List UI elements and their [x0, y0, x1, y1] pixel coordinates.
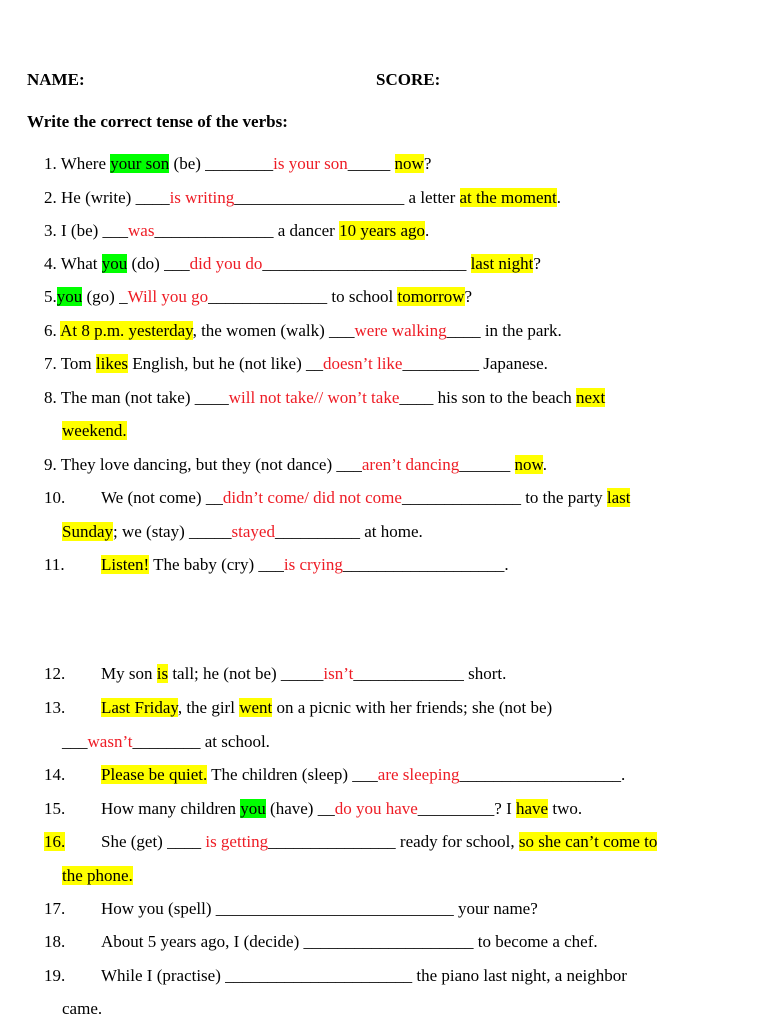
answer-text: do you have	[334, 799, 418, 818]
exercise-text: ?	[464, 287, 473, 306]
exercise-text: on a picnic with her friends; she (not be)	[272, 698, 553, 717]
exercise-line	[44, 387, 605, 409]
exercise-text: ______________ to school	[208, 287, 398, 306]
exercise-text: How you (spell) ____________________________ your name?	[101, 899, 538, 918]
exercise-line	[44, 697, 65, 719]
exercise-line	[44, 554, 65, 576]
highlighted-text: the phone.	[62, 866, 133, 885]
exercise-line	[44, 353, 548, 375]
answer-text: is crying	[283, 555, 343, 574]
exercise-text: , the women (walk) ___	[192, 321, 355, 340]
exercise-line	[62, 731, 270, 753]
exercise-text: ___	[62, 732, 88, 751]
answer-text: were walking	[354, 321, 447, 340]
exercise-line	[44, 320, 562, 342]
exercise-text: (have) __	[265, 799, 335, 818]
exercise-text: came.	[62, 999, 103, 1018]
exercise-line	[101, 697, 552, 719]
exercise-text: She (get) ____	[101, 832, 206, 851]
exercise-line	[101, 663, 506, 685]
instructions-heading: Write the correct tense of the verbs:	[27, 112, 288, 131]
exercise-text: 10.	[44, 488, 66, 507]
exercise-text: _________ Japanese.	[402, 354, 548, 373]
exercise-text: ______	[459, 455, 515, 474]
exercise-line	[62, 420, 127, 442]
exercise-line	[101, 554, 509, 576]
exercise-line	[44, 831, 65, 853]
exercise-text: ___________________.	[459, 765, 626, 784]
exercise-text: 14.	[44, 765, 66, 784]
highlighted-text: Listen!	[101, 555, 150, 574]
highlighted-text: 10 years ago	[339, 221, 425, 240]
answer-text: is your son	[273, 154, 348, 173]
exercise-text: (go) _	[82, 287, 128, 306]
exercise-text: (do) ___	[127, 254, 190, 273]
highlighted-text: at the moment	[459, 188, 557, 207]
exercise-text: 18.	[44, 932, 66, 951]
exercise-line	[101, 487, 630, 509]
exercise-text: The baby (cry) ___	[149, 555, 284, 574]
answer-text: is writing	[169, 188, 235, 207]
highlighted-text: last	[606, 488, 631, 507]
exercise-text: 12.	[44, 664, 66, 683]
highlighted-text: you	[101, 254, 128, 273]
exercise-text: English, but he (not like) __	[127, 354, 323, 373]
exercise-text: ______________ a dancer	[154, 221, 340, 240]
exercise-text: 13.	[44, 698, 66, 717]
exercise-text: My son	[101, 664, 157, 683]
answer-text: doesn’t like	[323, 354, 403, 373]
exercise-line	[44, 153, 431, 175]
answer-text: Will you go	[127, 287, 209, 306]
answer-text: aren’t dancing	[361, 455, 460, 474]
answer-text: stayed	[231, 522, 275, 541]
exercise-text: ?	[533, 254, 541, 273]
highlighted-text: went	[239, 698, 273, 717]
answer-text: didn’t come/ did not come	[222, 488, 402, 507]
exercise-line	[44, 798, 65, 820]
exercise-text: , the girl	[177, 698, 240, 717]
exercise-line	[101, 764, 625, 786]
name-label: NAME:	[27, 70, 85, 89]
exercise-text: 19.	[44, 966, 66, 985]
highlighted-text: tomorrow	[397, 287, 465, 306]
highlighted-text: your son	[110, 154, 170, 173]
highlighted-text: is	[156, 664, 169, 683]
exercise-line	[44, 220, 429, 242]
answer-text: is getting	[205, 832, 269, 851]
exercise-text: _______________ ready for school,	[268, 832, 519, 851]
exercise-line	[62, 998, 102, 1020]
exercise-line	[101, 798, 582, 820]
exercise-text: 6.	[44, 321, 61, 340]
exercise-text: 17.	[44, 899, 66, 918]
exercise-line	[62, 521, 423, 543]
highlighted-text: next	[575, 388, 606, 407]
exercise-text: While I (practise) ______________________ the piano last night, a neighbor	[101, 966, 627, 985]
exercise-text: 15.	[44, 799, 66, 818]
exercise-text: 11.	[44, 555, 65, 574]
exercise-text: 9. They love dancing, but they (not dance) ___	[44, 455, 362, 474]
exercise-text: __________ at home.	[274, 522, 423, 541]
exercise-line	[101, 831, 657, 853]
exercise-line	[44, 187, 561, 209]
exercise-text: 5.	[44, 287, 57, 306]
exercise-line	[44, 454, 547, 476]
exercise-text: (be) ________	[169, 154, 274, 173]
highlighted-text: now	[514, 455, 543, 474]
exercise-text: 8. The man (not take) ____	[44, 388, 229, 407]
answer-text: wasn’t	[87, 732, 133, 751]
exercise-text: How many children	[101, 799, 241, 818]
exercise-text: ; we (stay) _____	[113, 522, 232, 541]
exercise-line	[44, 931, 65, 953]
highlighted-text: Sunday	[62, 522, 113, 541]
exercise-text: ________________________	[262, 254, 471, 273]
exercise-text: ________ at school.	[132, 732, 270, 751]
exercise-line	[44, 764, 65, 786]
highlighted-text: 16.	[44, 832, 66, 851]
exercise-text: ____ his son to the beach	[399, 388, 576, 407]
highlighted-text: likes	[95, 354, 128, 373]
highlighted-text: you	[56, 287, 83, 306]
exercise-text: ____ in the park.	[446, 321, 562, 340]
answer-text: did you do	[189, 254, 263, 273]
exercise-text: ____________________ a letter	[234, 188, 460, 207]
exercise-text: ___________________.	[342, 555, 509, 574]
exercise-line	[44, 898, 65, 920]
exercise-text: The children (sleep) ___	[207, 765, 378, 784]
highlighted-text: Please be quiet.	[101, 765, 208, 784]
highlighted-text: you	[240, 799, 266, 818]
exercise-text: ______________ to the party	[401, 488, 607, 507]
exercise-text: .	[425, 221, 430, 240]
exercise-text: .	[542, 455, 547, 474]
exercise-line	[44, 253, 541, 275]
highlighted-text: now	[394, 154, 424, 173]
answer-text: was	[128, 221, 155, 240]
exercise-text: 4. What	[44, 254, 102, 273]
score-label: SCORE:	[376, 70, 441, 89]
exercise-line	[101, 965, 627, 987]
highlighted-text: weekend.	[62, 421, 127, 440]
exercise-text: _____________ short.	[353, 664, 507, 683]
exercise-text: 7. Tom	[44, 354, 96, 373]
exercise-text: About 5 years ago, I (decide) ____________________ to become a chef.	[101, 932, 598, 951]
answer-text: are sleeping	[377, 765, 460, 784]
exercise-text: _____	[347, 154, 395, 173]
highlighted-text: Last Friday	[101, 698, 178, 717]
highlighted-text: so she can’t come to	[518, 832, 658, 851]
exercise-text: 2. He (write) ____	[44, 188, 170, 207]
exercise-text: ?	[423, 154, 432, 173]
exercise-text: 1. Where	[44, 154, 111, 173]
highlighted-text: have	[516, 799, 549, 818]
answer-text: will not take// won’t take	[228, 388, 400, 407]
exercise-text: We (not come) __	[101, 488, 223, 507]
exercise-line	[62, 865, 133, 887]
exercise-line	[101, 898, 538, 920]
exercise-text: two.	[548, 799, 583, 818]
exercise-line	[44, 487, 65, 509]
exercise-text: _________? I	[417, 799, 517, 818]
exercise-line	[101, 931, 598, 953]
exercise-text: 3. I (be) ___	[44, 221, 129, 240]
exercise-text: .	[556, 188, 562, 207]
exercise-line	[44, 663, 65, 685]
highlighted-text: last night	[470, 254, 534, 273]
exercise-line	[44, 286, 472, 308]
exercise-text: tall; he (not be) _____	[168, 664, 324, 683]
exercise-line	[44, 965, 65, 987]
answer-text: isn’t	[323, 664, 354, 683]
highlighted-text: At 8 p.m. yesterday	[60, 321, 193, 340]
